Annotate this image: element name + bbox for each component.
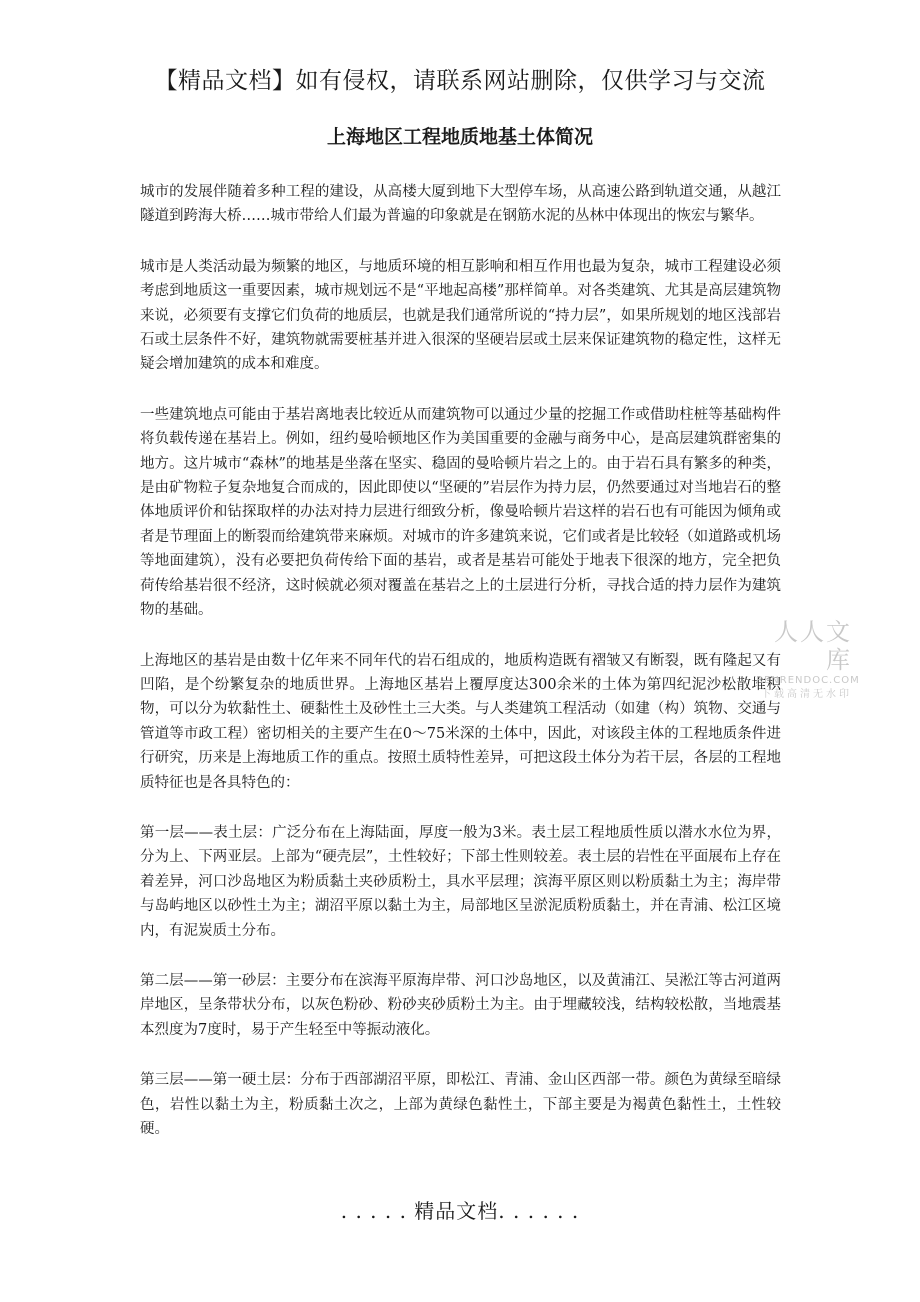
paragraph-intro: 城市的发展伴随着多种工程的建设，从高楼大厦到地下大型停车场，从高速公路到轨道交通，从越江隧道到跨海大桥……城市带给人们最为普遍的印象就是在钢筋水泥的丛林中体现出的恢宏与繁华。 — [140, 184, 781, 225]
footer-mark: . . . . . 精品文档. . . . . . — [340, 1199, 580, 1223]
header-banner: 【精品文档】如有侵权，请联系网站删除，仅供学习与交流 — [154, 68, 766, 94]
paragraph-shanghai-bedrock: 上海地区的基岩是由数十亿年来不同年代的岩石组成的，地质构造既有褶皱又有断裂，既有隆起又有凹陷，是个纷繁复杂的地质世界。上海地区基岩上覆厚度达300余米的土体为第四纪泥沙松散堆积物，可以分为软黏性土、硬黏性土及砂性土三大类。与人类建筑工程活动（如建（构）筑物、交通与管道等市政工程）密切相关的主要产生在0～75米深的土体中，因此，对该段主体的工程地质条件进行研究，历来是上海地质工作的重点。按照土质特性差异，可把这段土体分为若干层，各层的工程地质特征也是各具特色的： — [140, 652, 781, 791]
watermark-tagline: 下载高清无水印 — [761, 689, 852, 700]
paragraph-layer-2: 第二层——第一砂层：主要分布在滨海平原海岸带、河口沙岛地区，以及黄浦江、吴淞江等古河道两岸地区，呈条带状分布，以灰色粉砂、粉砂夹砂质粉土为主。由于埋藏较浅，结构较松散，当地震基本烈度为7度时，易于产生轻至中等振动液化。 — [140, 972, 781, 1038]
document-body — [140, 180, 781, 1167]
paragraph-bedrock-example: 一些建筑地点可能由于基岩离地表比较近从而建筑物可以通过少量的挖掘工作或借助柱桩等基础构件将负载传递在基岩上。例如，纽约曼哈顿地区作为美国重要的金融与商务中心，是高层建筑群密集的地方。这片城市“森林”的地基是坐落在坚实、稳固的曼哈顿片岩之上的。由于岩石具有繁多的种类，是由矿物粒子复杂地复合而成的，因此即使以“坚硬的”岩层作为持力层，仍然要通过对当地岩石的整体地质评价和钻探取样的办法对持力层进行细致分析，像曼哈顿片岩这样的岩石也有可能因为倾角或者是节理面上的断裂而给建筑带来麻烦。对城市的许多建筑来说，它们或者是比较轻（如道路或机场等地面建筑），没有必要把负荷传给下面的基岩，或者是基岩可能处于地表下很深的地方，完全把负荷传给基岩很不经济，这时候就必须对覆盖在基岩之上的土层进行分析，寻找合适的持力层作为建筑物的基础。 — [140, 406, 781, 619]
watermark-domain: RENRENDOC.COM — [756, 675, 860, 686]
paragraph-urban-geology: 城市是人类活动最为频繁的地区，与地质环境的相互影响和相互作用也最为复杂，城市工程建设必须考虑到地质这一重要因素，城市规划远不是“平地起高楼”那样简单。对各类建筑、尤其是高层建筑物来说，必须要有支撑它们负荷的地质层，也就是我们通常所说的“持力层”，如果所规划的地区浅部岩石或土层条件不好，建筑物就需要桩基并进入很深的坚硬岩层或土层来保证建筑物的稳定性，这样无疑会增加建筑的成本和难度。 — [140, 258, 781, 373]
paragraph-layer-3: 第三层——第一硬土层：分布于西部湖沼平原，即松江、青浦、金山区西部一带。颜色为黄绿至暗绿色，岩性以黏土为主，粉质黏土次之，上部为黄绿色黏性土，下部主要是为褐黄色黏性土，土性较硬。 — [140, 1072, 781, 1137]
paragraph-layer-1: 第一层——表土层：广泛分布在上海陆面，厚度一般为3米。表土层工程地质性质以潜水水位为界，分为上、下两亚层。上部为“硬壳层”，土性较好；下部土性则较差。表土层的岩性在平面展布上存在着差异，河口沙岛地区为粉质黏土夹砂质粉土，具水平层理；滨海平原区则以粉质黏土为主；海岸带与岛屿地区以砂性土为主；湖沼平原以黏土为主，局部地区呈淤泥质粉质黏土，并在青浦、松江区境内，有泥炭质土分布。 — [140, 824, 781, 939]
document-title: 上海地区工程地质地基土体简况 — [326, 126, 593, 148]
watermark-logo: 人人文库 — [774, 618, 852, 674]
